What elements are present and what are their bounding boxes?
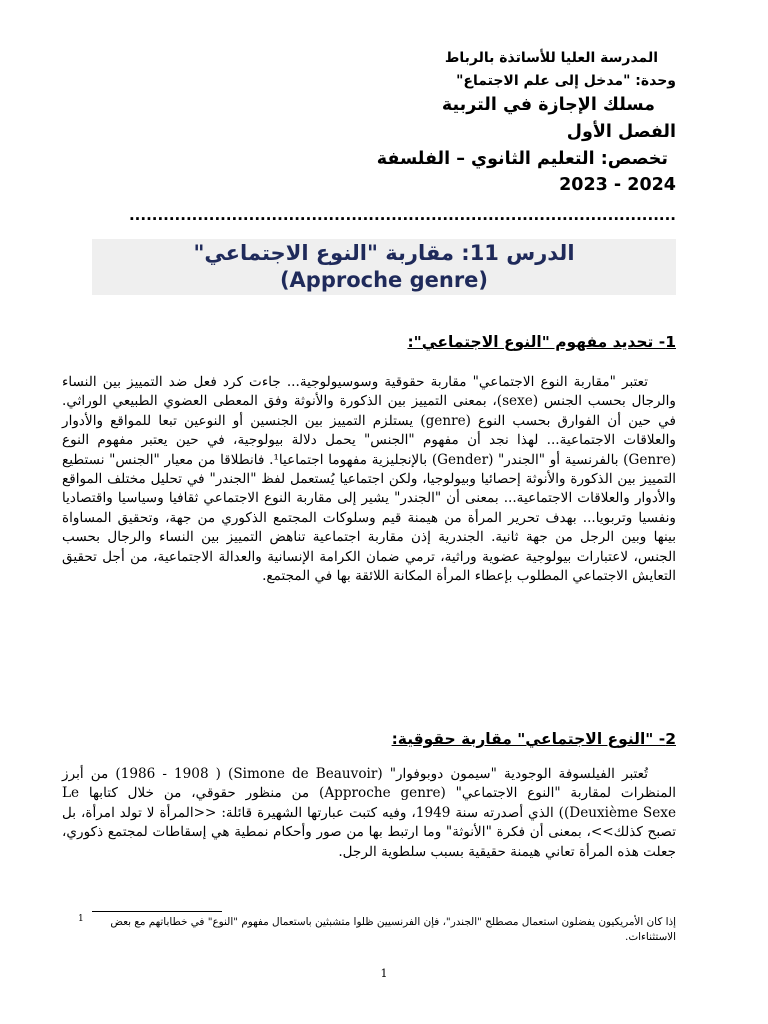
module-name: وحدة: "مدخل إلى علم الاجتماع" bbox=[456, 73, 676, 89]
section-2-heading: 2- "النوع الاجتماعي" مقاربة حقوقية: bbox=[391, 730, 676, 748]
specialization: تخصص: التعليم الثانوي – الفلسفة bbox=[376, 149, 668, 169]
footnote-mark: 1 bbox=[78, 914, 84, 924]
section-1-text: تعتبر "مقاربة النوع الاجتماعي" مقاربة حقوقية وسوسيولوجية... جاءت كرد فعل ضد التمييز بين النساء والرجال بحسب الجنس (sexe)، بمعنى التمييز بين الذكورة والأنوثة وفق المعطى العضوي الطبيعي الوراثي. في حين أن الفوارق بحسب النوع (genre) يستلزم التمييز بين الجنسين أو النوعين تبعا للمواقع والأدوار والعلاقات الاجتماعية... لهذا نجد أن مفهوم "الجنس" يحمل دلالة بيولوجية، في حين يعتبر مفهوم النوع (Genre) بالفرنسية أو "الجندر" (Gender) بالإنجليزية مفهوما اجتماعيا¹. فانطلاقا من معيار "الجنس" نستطيع التمييز بين الذكورة والأنوثة إحصائيا وبيولوجيا، ولكن اجتماعيا يُستعمل لفظ "الجندر" في تحليل مختلف المواقع والأدوار والعلاقات الاجتماعية... بمعنى أن "الجندر" يشير إلى مقاربة النوع الاجتماعي ثقافيا وسياسيا واقتصاديا ونفسيا وتربويا... بهدف تحرير المرأة من هيمنة قيم وسلوكات المجتمع الذكوري من جهة، وتحقيق المساواة بينها وبين الرجل من جهة ثانية. الجندرية إذن مقاربة اجتماعية تناهض التمييز بين النساء والرجال بحسب الجنس، لاعتبارات بيولوجية عضوية وراثية، ترمي ضمان الكرامة الإنسانية والعدالة الاجتماعية، من أجل تحقيق التعايش الاجتماعي المطلوب بإعطاء المرأة المكانة اللائقة بها في المجتمع. bbox=[62, 374, 676, 585]
page-number: 1 bbox=[380, 967, 388, 980]
academic-year: 2023 - 2024 bbox=[559, 175, 676, 195]
footnote-text: إذا كان الأمريكيون يفضلون استعمال مصطلح "الجندر"، فإن الفرنسيين ظلوا متشبثين باستعمال مفهوم "النوع" في خطاباتهم مع بعض الاستثناءات. bbox=[110, 916, 676, 943]
lesson-subtitle: (Approche genre) bbox=[279, 268, 489, 292]
lesson-title-box bbox=[92, 239, 676, 295]
section-1-heading: 1- تحديد مفهوم "النوع الاجتماعي": bbox=[407, 333, 676, 351]
separator-line: ................................................................................................ bbox=[128, 206, 676, 224]
program-name: مسلك الإجازة في التربية bbox=[441, 95, 655, 115]
section-1-paragraph bbox=[62, 373, 676, 586]
section-2-paragraph bbox=[62, 765, 676, 862]
footnote-divider bbox=[92, 911, 222, 912]
section-2-text: تُعتبر الفيلسوفة الوجودية "سيمون دوبوفوار" (Simone de Beauvoir) ( 1986 - 1908) من أبرز المنظرات لمقاربة "النوع الاجتماعي" (Approche genre) من منظور حقوقي، من خلال كتابها Le Deuxième Sexe)) الذي أصدرته سنة 1949، وفيه كتبت عبارتها الشهيرة قائلة: <<المرأة لا تولد امرأة، بل تصبح كذلك>>، بمعنى أن فكرة "الأنوثة" وما ارتبط بها من صور وأحكام نمطية هي إسقاطات لمجتمع ذكوري، جعلت هذه المرأة تعاني هيمنة حقيقية بسبب سلطوية الرجل. bbox=[62, 766, 676, 860]
semester: الفصل الأول bbox=[566, 122, 676, 142]
lesson-title: الدرس 11: مقاربة "النوع الاجتماعي" bbox=[193, 241, 575, 265]
school-name: المدرسة العليا للأساتذة بالرباط bbox=[444, 50, 658, 66]
